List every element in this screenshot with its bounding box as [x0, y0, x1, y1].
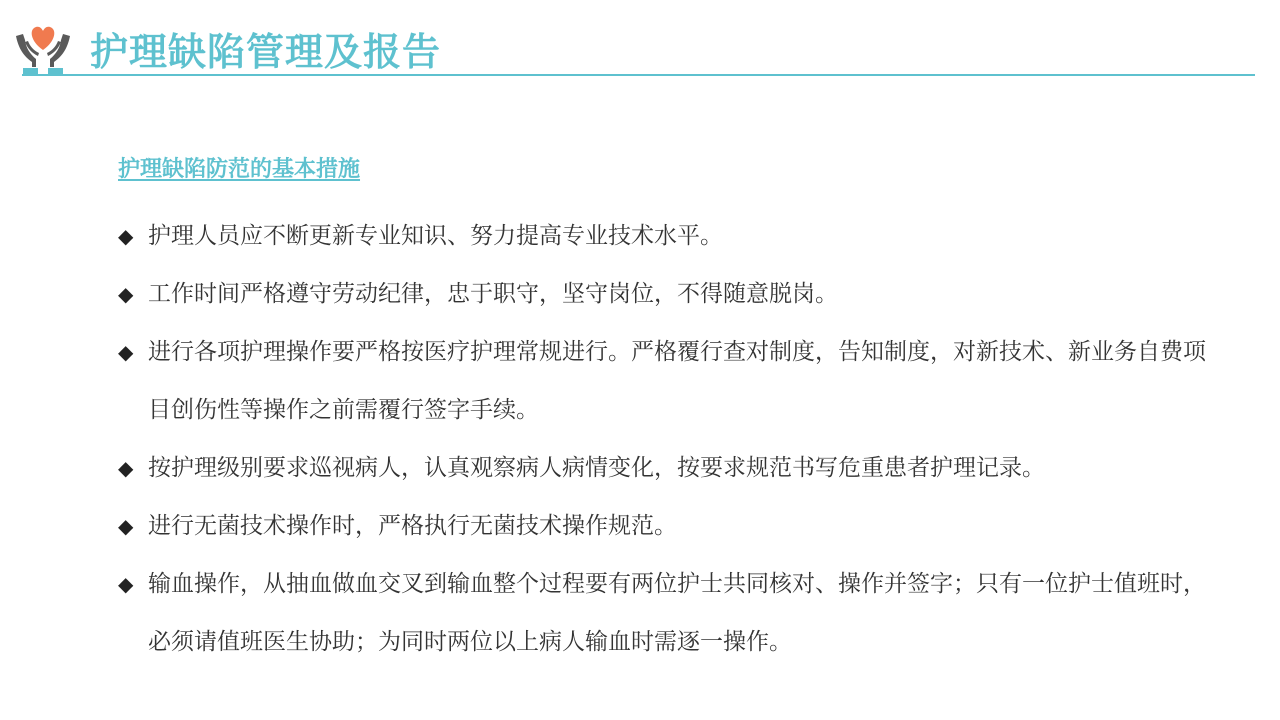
diamond-bullet-icon: ◆	[118, 340, 134, 364]
list-item-text: 工作时间严格遵守劳动纪律，忠于职守，坚守岗位，不得随意脱岗。	[148, 281, 838, 307]
list-item	[118, 207, 1218, 265]
slide-content	[118, 150, 1218, 671]
list-item	[118, 555, 1218, 671]
list-item	[118, 323, 1218, 439]
bullet-list	[118, 207, 1218, 671]
list-item-text: 护理人员应不断更新专业知识、努力提高专业技术水平。	[148, 223, 723, 249]
diamond-bullet-icon: ◆	[118, 224, 134, 248]
page-title: 护理缺陷管理及报告	[90, 30, 442, 74]
list-item-text: 进行各项护理操作要严格按医疗护理常规进行。严格覆行查对制度，告知制度，对新技术、新业务自费项目创伤性等操作之前需覆行签字手续。	[148, 339, 1206, 423]
list-item-text: 按护理级别要求巡视病人，认真观察病人病情变化，按要求规范书写危重患者护理记录。	[148, 455, 1045, 481]
diamond-bullet-icon: ◆	[118, 514, 134, 538]
list-item	[118, 439, 1218, 497]
diamond-bullet-icon: ◆	[118, 282, 134, 306]
diamond-bullet-icon: ◆	[118, 456, 134, 480]
slide-header	[0, 0, 1280, 80]
list-item	[118, 265, 1218, 323]
list-item-text: 进行无菌技术操作时，严格执行无菌技术操作规范。	[148, 513, 677, 539]
diamond-bullet-icon: ◆	[118, 572, 134, 596]
section-heading: 护理缺陷防范的基本措施	[118, 157, 361, 182]
list-item-text: 输血操作，从抽血做血交叉到输血整个过程要有两位护士共同核对、操作并签字；只有一位护士值班时，必须请值班医生协助；为同时两位以上病人输血时需逐一操作。	[148, 571, 1206, 655]
list-item	[118, 497, 1218, 555]
heart-in-hands-icon	[12, 20, 74, 78]
header-divider	[22, 74, 1255, 76]
